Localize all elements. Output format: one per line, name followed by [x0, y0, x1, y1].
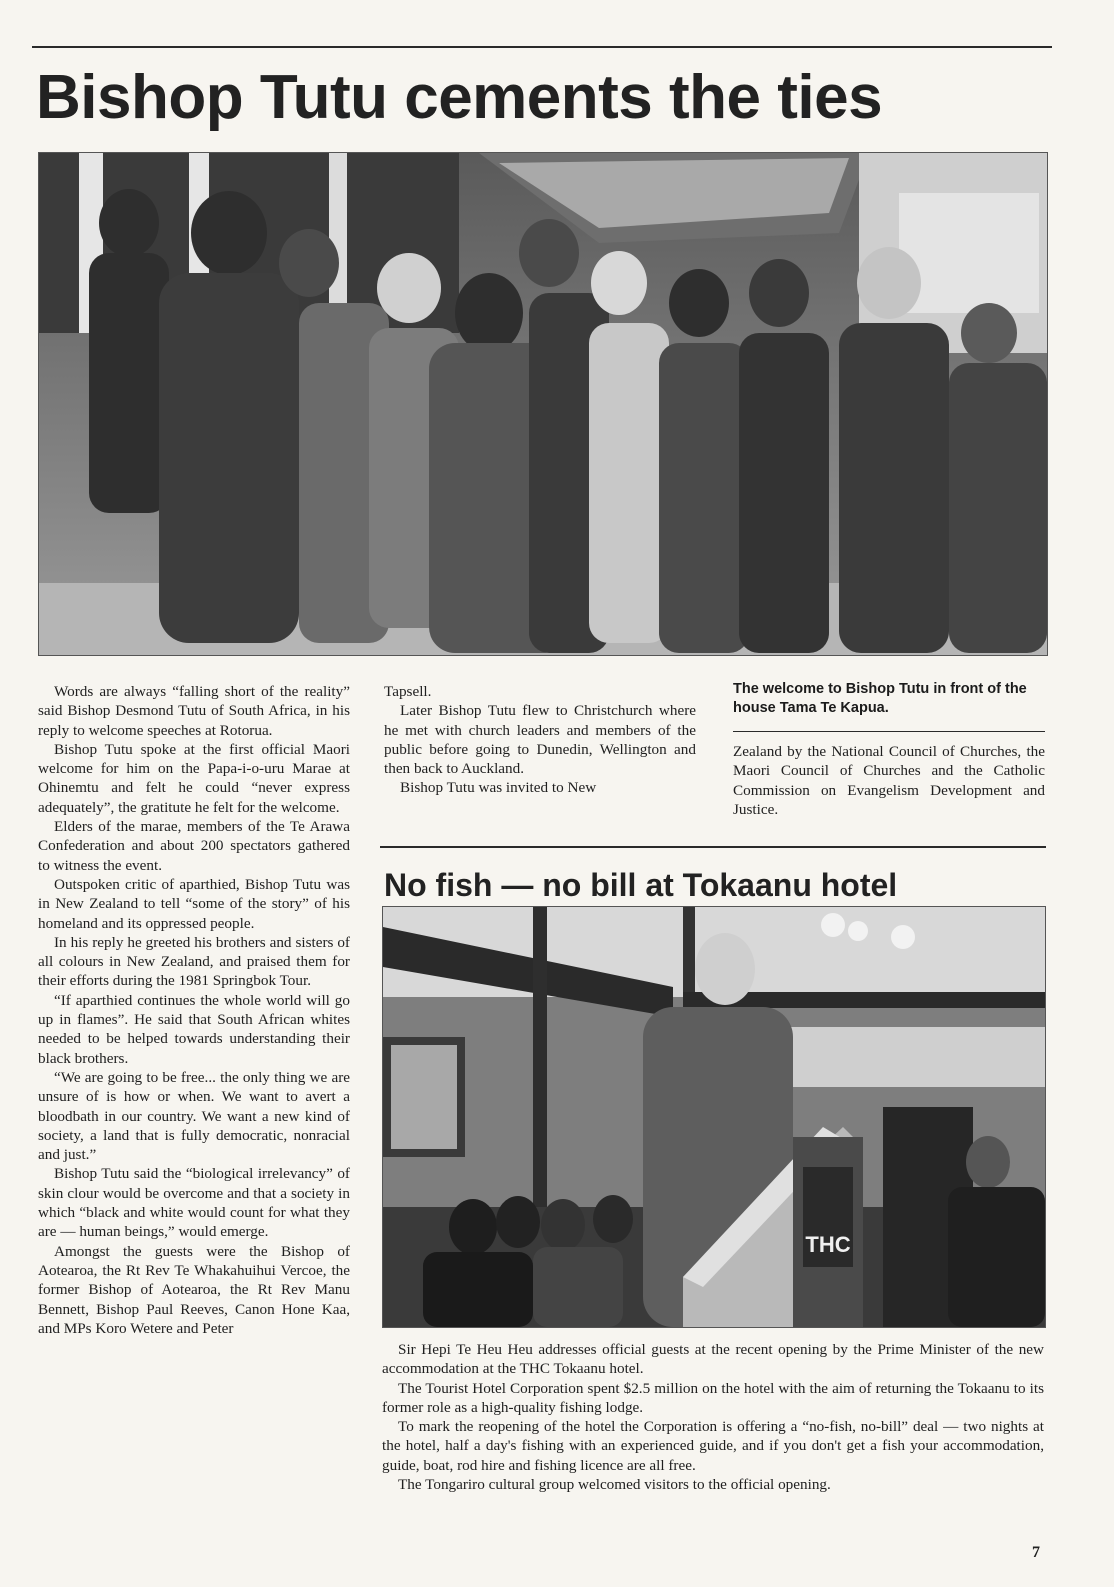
paragraph: Sir Hepi Te Heu Heu addresses official guests at the recent opening by the Prime Minister of the new accommodation at the THC Tokaanu hotel. — [382, 1341, 1044, 1378]
paragraph: In his reply he greeted his brothers and sisters of all colours in New Zealand, and praised them for their efforts during the 1981 Springbok Tour. — [38, 933, 350, 990]
top-rule — [32, 46, 1052, 48]
paragraph: “If aparthied continues the whole world will go up in flames”. He said that South African whites needed to be helped towards understanding their black brothers. — [38, 991, 350, 1067]
article-column-3 — [733, 742, 1045, 819]
paragraph: Tapsell. — [384, 683, 432, 700]
hotel-photo-illustration — [383, 907, 1045, 1327]
article-column-1 — [38, 682, 350, 1338]
paragraph: Words are always “falling short of the reality” said Bishop Desmond Tutu of South Africa, in his reply to welcome speeches at Rotorua. — [38, 683, 350, 739]
section-rule — [380, 846, 1046, 848]
article-headline: Bishop Tutu cements the ties — [36, 63, 883, 132]
paragraph: Bishop Tutu said the “biological irrelevancy” of skin clour would be overcome and that a society in which “black and white would count for what they are — human beings,” would emerge. — [38, 1165, 350, 1241]
tokaanu-headline: No fish — no bill at Tokaanu hotel — [384, 867, 898, 903]
tokaanu-article-text — [382, 1340, 1044, 1494]
caption-rule — [733, 731, 1045, 732]
paragraph: Later Bishop Tutu flew to Christchurch where he met with church leaders and members of the public before going to Dunedin, Wellington and then back to Auckland. — [384, 702, 696, 778]
paragraph: Bishop Tutu spoke at the first official Maori welcome for him on the Papa-i-o-uru Marae at Ohinemtu and felt he could “never express adequately”, the gratitute he felt for the welcome. — [38, 740, 350, 816]
tokaanu-hotel-photo — [382, 906, 1046, 1328]
paragraph: The Tourist Hotel Corporation spent $2.5 million on the hotel with the aim of returning the Tokaanu to its former role as a high-quality fishing lodge. — [382, 1379, 1044, 1416]
paragraph: Elders of the marae, members of the Te Arawa Confederation and about 200 spectators gathered to witness the event. — [38, 818, 350, 874]
thc-lectern-sign: THC — [805, 1232, 851, 1257]
paragraph: “We are going to be free... the only thing we are unsure of is how or when. We want to avert a bloodbath in our country. We want a new kind of society, a land that is fully democratic, nonracial and just.” — [38, 1068, 350, 1164]
paragraph: Amongst the guests were the Bishop of Aotearoa, the Rt Rev Te Whakahuihui Vercoe, the former Bishop of Aotearoa, the Rt Rev Manu Bennett, Bishop Paul Reeves, Canon Hone Kaa, and MPs Koro Wetere and Peter — [38, 1242, 350, 1337]
paragraph: Outspoken critic of aparthied, Bishop Tutu was in New Zealand to tell “some of the story” of his homeland and its oppressed people. — [38, 875, 350, 932]
page-number: 7 — [1032, 1544, 1040, 1561]
article-column-2 — [384, 682, 696, 798]
crowd-photo-illustration — [39, 153, 1047, 655]
welcome-crowd-photo — [38, 152, 1048, 656]
paragraph: Bishop Tutu was invited to New — [400, 779, 597, 797]
paragraph: The Tongariro cultural group welcomed visitors to the official opening. — [398, 1476, 831, 1494]
paragraph: To mark the reopening of the hotel the Corporation is offering a “no-fish, no-bill” deal — two nights at the hotel, half a day's fishing with an experienced guide, and if you don't get a fish your accommodation, guide, boat, rod hire and fishing licence are all free. — [382, 1418, 1044, 1474]
paragraph: Zealand by the National Council of Churches, the Maori Council of Churches and the Catholic Commission on Evangelism Development and Justice. — [733, 743, 1045, 818]
welcome-photo-caption: The welcome to Bishop Tutu in front of the house Tama Te Kapua. — [733, 681, 1027, 716]
